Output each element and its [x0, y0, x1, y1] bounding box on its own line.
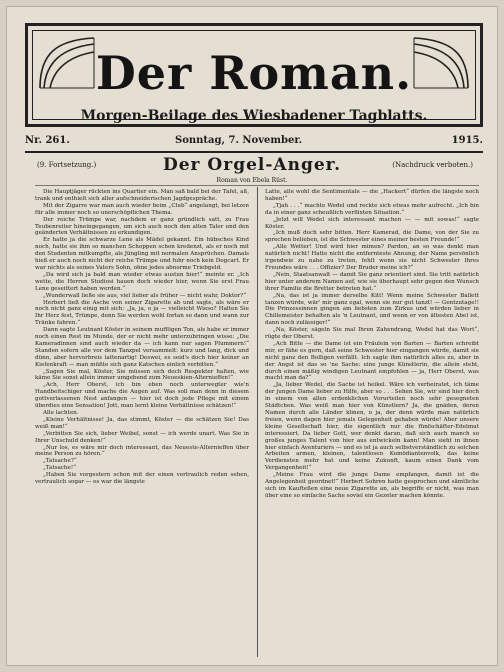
newspaper-page — [6, 6, 498, 666]
paragraph: „Wunderwall ließe sie aus, viel lieber als früher — nicht wahr, Doktor?“ — [43, 292, 247, 299]
paragraph: Die Hauptjäger rückten ins Quartier ein. Man saß bald bei der Tafel, aß, trank und enthielt sich aller aufschneiderischen Jagdgespräche. — [35, 189, 249, 202]
paragraph: Latte, alle wohl die Sentimentale — die „Hackert“ dürfen die längste noch haben!“ — [265, 189, 479, 202]
masthead-frame — [25, 23, 483, 127]
paragraph: „Tjah . . .“ machte Wedel und reckte sich etwas mehr aufrecht. „Ich bin da in einer ganz scheußlich verflixten Situation.“ — [265, 202, 479, 216]
paragraph: Dann sagte Leutnant Köster in seinem muffligen Ton, als habe er immer noch einen Rest im Munde, der er nicht mehr unterzubringen wisse: „Die Kameradinnen sind auch wieder da — ich kann nur sagen Plummern!“ Standen sofern alle vor dem Tanzpel versammelt: kurz und lang, dick und dünn, aber hervorbreis lattenartig! Deswei, es seid's doch hier keiner an Kiefenkraft — man müßte sich ganz Katschen einlich verbitten.“ — [35, 327, 249, 368]
paragraph: Alle lachten. — [43, 410, 79, 416]
paragraph: „Da wird sich ja bald man wieder etwas austun hier!“ meinte er. „Ich wette, die Herren Studiosi hauen doch wieder hier, wenn Sie erst Frau Lene geseittert haben werden.“ — [35, 271, 249, 292]
paragraph: „Na, Köster, sägeln Sie mal Ihren Zahendrang, Wedel hat das Wort“, rügte der Oberst. — [265, 327, 479, 341]
story-title: Der Orgel-Anger. — [163, 155, 341, 175]
paragraph: Mit der Zigarre war man auch wieder beim „Club“ angelangt, bei letzen für alle immer noch so unerschöpflichen Thema. — [35, 202, 249, 216]
continuation-note: (9. Fortsetzung.) — [37, 161, 97, 169]
column-divider — [257, 187, 258, 657]
issue-info-bar — [25, 133, 483, 153]
paragraph: „Nein, Staatsanwalt — damit Sie ganz orientiert sind. Sie tritt natürlich hier unter anderem Namen auf, wie sie überhaupt sehr gegen den Wunsch ihrer Familie die Bretter betreten hat.“ — [265, 271, 479, 292]
paragraph: „Ach, Herr Oberst, ich bin eben noch unterwegter wie'n Handbeitschiger und mache die Augen auf. Was soll man denn in diesem gottverlassenen Nest anfangen — hier ist doch jede Pflege mit einem überdies eine Sensation! Jott, man lernt kleine Verhältnisse schätzen!“ — [35, 382, 249, 410]
paragraph: „Verbitten Sie sich, lieber Weibel, sonst — ich werde unart. Was Sie in Ihrer Unschuld denken!“ — [35, 430, 249, 444]
paragraph: Der reiche Trümpe war, nachdem er ganz gründlich satt, zu Frau Teubenreiter hineingegangen, um sich auch noch den alten Taler und den geänderten Verhältnissen zu erkundigen. — [35, 216, 249, 237]
paragraph: Er hatte ja die schwarze Lene als Mädel gekannt. Ein hübsches Kind noch, hatte sie ihm so manchen Schoppen schon kredenzt, als er noch mit den Studenten mitkumpfte, als Jüngling mit normalen Ansprüchen. Damals hieß er auch noch nicht der reiche Trümpe und fuhr noch kein Dogcart. Er war nichts als seines Vaters Sohn, ohne jedes abnorme Triebgeld. — [35, 237, 249, 271]
paragraph: „Jetzt will Wedel sich interessant machen — — mit sowas!“ sagte Köster. — [265, 216, 479, 230]
paragraph: „Sagen Sie mal, Köster, Sie müssen sich doch Respekter halten, wie käme Sie sonst allein immer umgebend zum Neueskien-Alternieffen!“ — [35, 368, 249, 382]
issue-year: 1915. — [451, 135, 483, 146]
paragraph: „Ach Bitte — die Dame ist ein Fräulein von Barten — Barten schreibt mir, er fähe es gern, daß seine Schwester hier eingangen würde, damit sie nicht ganz den Bolligen verfällt. Ich sagte ihm natürlich alles zu, aber in der Angst ist das so 'ne Sache: eine junge Künstlerin, die allein steht, durch einen mäßig windigen Leutnant empfohlen — ja, Herr Oberst, was macht man da?“ — [265, 340, 479, 382]
paragraph: Herbert ließ die Asche von seiner Zigarette ab und sagte, als wäre er noch nicht ganz einig mit sich: „Ja, ja, o ja — vielleicht Wieso? Halten Sie Ihr Herz fest, Trümpe, denn Sie werden wohl fortan so dann und wann zur Tränke fahren.“ — [35, 299, 249, 327]
paragraph: „Kleine Verhältnisse! Ja, das stimmt, Köster — die schätzen Sie! Das weiß man!“ — [35, 416, 249, 430]
paragraph: „Meine Frau wird die junge Dame empfangen, damit ist die Angelegenheit geordnet!“ Herbert Sohren hatte gesprochen und sämtliche sich im Kaufteßen eine neue Zigarette an, als begriffe er nicht, was man über eine so einfache Sache soviel ein Gezeter machen könnte. — [265, 472, 479, 499]
paragraph: „Tatsache!“ — [43, 465, 76, 472]
paragraph: „Nur los, es wäre mir doch interessant, das Neueste-Alternieffen über meine Person zu hören.“ — [35, 444, 249, 458]
header-rule — [35, 185, 479, 186]
story-byline: Roman von Ebela Rüst. — [216, 177, 288, 184]
masthead-subtitle: Morgen-Beilage des Wiesbadener Tagblatts. — [80, 108, 428, 124]
paragraph: „Alle Wetter! Und wird hier mimen? Pardon, an so was denkt man natürlich nicht! Hatte nicht die entfernteste Ahnung, der Name persönlich irgendwie zu nahe zu treten, fehlt wenn sie nicht Schwester Ihres Freundes wäre . . . Offizier? Der Bruder meine ich?“ — [265, 244, 479, 271]
paragraph: „Tatsache?“ — [43, 458, 77, 465]
text-column-right — [265, 189, 479, 500]
text-column-left — [35, 189, 249, 486]
issue-date: Sonntag, 7. November. — [175, 135, 303, 146]
reprint-note: (Nachdruck verboten.) — [392, 161, 473, 169]
paragraph: „Na, das ist ja immer derselbe Kitt! Wenn meine Schwester Ballett tanzen würde, wär' mir ganz egal, wenn sie nur gut tanzt! — Gentzutage!! Die Prinzessinnen gingen am liebsten zum Zirkus und würden lieber in Chillemeister behalten als 'n Leutnant, und wenn er von ältesten Abel ist, dann noch zulässiger!“ — [265, 292, 479, 327]
paragraph: „Ja, lieber Wedel, die Sache ist heikel. Wäre ich verheiratet, ich täme der jungen Dame lieber zu Hilfe, aber so . . . Sehen Sie, wir sind hier doch in einem von allen erdenklichen Vorurteilen noch sehr gesegneten Städtchen. Was weiß man hier von Künstlern? Ja, die gnäden, deren Namen durch alle Länder klinen, o ja, der denn würde man natürlich freien, wenn dagen hier jemals Gelegenheit gehaben würde! Aber unsere kleine Gesellschaft hier, die eigentlich nur die fünfschäfter-Edelmut interessiert. Da lieber Gott, wer denkt daran, daß sich auch manch so großes junges Talent von hier aus entwickeln kann! Man sieht in ihnen hier einfach Aventuriers — und es ist ja auch selbstverständlich zu solchen Arbeiten armen, kleinen, talentlosen Komödiantenvolk, das keine Verdiensten mehr hat und keine Zukunft, kaum einen Dank vom Vergangenheit!“ — [265, 382, 479, 472]
paragraph: „Haben Sie vorgestern schon mit der einen vertraulich reden sehen, vertraulich sogar — es war die längste — [35, 472, 249, 486]
issue-number: Nr. 261. — [25, 135, 70, 146]
paragraph: „Ich muß doch sehr bitten. Herr Kamerad, die Dame, von der Sie zu sprechen belieben, ist die Schwester eines meiner besten Freunde!“ — [265, 230, 479, 244]
masthead-title: Der Roman. — [95, 46, 413, 100]
